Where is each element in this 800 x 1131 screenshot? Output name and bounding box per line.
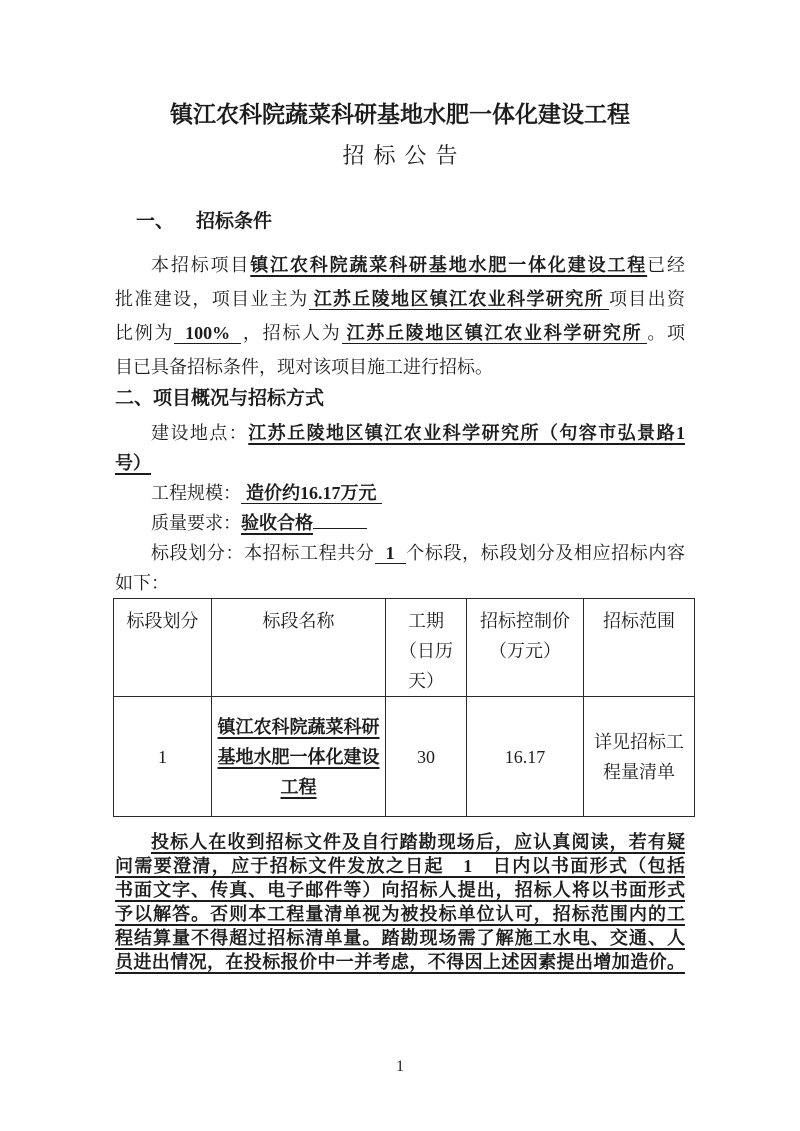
text-line (115, 448, 685, 478)
text-line (115, 926, 685, 950)
text-line: （万元） (489, 641, 561, 661)
text-run: 江苏丘陵地区镇江农业科学研究所 (309, 289, 609, 310)
section-1-number: 一、 (136, 211, 175, 232)
text-run: 目已具备招标条件，现对该项目施工进行招标。 (115, 357, 493, 377)
text-line (115, 568, 685, 598)
text-run: 批准建设，项目业主为 (115, 289, 309, 309)
text-line (115, 248, 685, 282)
table-data-row (114, 697, 695, 817)
cell-duration: 30 (386, 697, 467, 817)
text-run: 。项 (647, 323, 686, 343)
text-line: 招标控制价 (480, 611, 570, 631)
document-subtitle: 招标公告 (342, 143, 467, 168)
cell-control-price: 16.17 (467, 697, 584, 817)
text-run: 标段划分：本招标工程共分 (151, 543, 375, 563)
text-run: 程结算量不得超过招标清单量。踏勘现场需了解施工水电、交通、人 (115, 928, 685, 948)
text-line: 标段名称 (262, 611, 335, 631)
text-line: 天） (408, 671, 444, 691)
section-1-heading (115, 209, 685, 234)
section-1-paragraph (115, 248, 685, 384)
text-line (115, 508, 685, 538)
text-run: 已经 (647, 255, 686, 275)
text-run: 项目出资 (608, 289, 686, 309)
col-header-section-division (114, 599, 212, 697)
text-line: 工期 (408, 611, 444, 631)
text-run: 造价约16.17万元 (241, 483, 382, 504)
cell-section-no: 1 (114, 697, 212, 817)
document-content (115, 0, 685, 974)
text-run: 号） (115, 453, 151, 473)
text-line (115, 350, 685, 384)
text-line (115, 878, 685, 902)
section-name-text: 镇江农科院蔬菜科研基地水肥一体化建设工程 (217, 716, 380, 797)
table-header-row (114, 599, 695, 697)
text-run: 镇江农科院蔬菜科研基地水肥一体化建设工程 (250, 255, 648, 275)
section-2-details (115, 418, 685, 598)
text-line (115, 478, 685, 508)
text-line (115, 538, 685, 568)
text-run: ，招标人为 (241, 323, 342, 343)
col-header-duration (386, 599, 467, 697)
text-run: 工程规模： (151, 483, 241, 503)
text-run: 建设地点： (151, 423, 249, 443)
text-line (115, 902, 685, 926)
text-run: 问需要澄清，应于招标文件发放之日起 1 日内以书面形式（包括 (115, 856, 685, 876)
col-header-section-name (212, 599, 386, 697)
bid-sections-table (113, 598, 695, 817)
text-line: 标段划分 (126, 611, 199, 631)
text-line (115, 830, 685, 854)
section-1-heading-text: 招标条件 (196, 211, 273, 232)
text-run: 个标段，标段划分及相应招标内容 (405, 543, 686, 563)
col-header-control-price (467, 599, 584, 697)
col-header-bid-scope (584, 599, 695, 697)
text-run: 验收合格 (241, 513, 313, 533)
text-run: 员进出情况，在投标报价中一并考虑，不得因上述因素提出增加造价。 (115, 952, 685, 972)
text-run: 100% (174, 323, 241, 344)
cell-section-name (212, 697, 386, 817)
section-2-heading: 二、项目概况与招标方式 (115, 388, 325, 409)
document-title: 镇江农科院蔬菜科研基地水肥一体化建设工程 (170, 102, 630, 127)
text-line (115, 282, 685, 316)
text-line: （日历 (399, 641, 453, 661)
text-run: 如下： (115, 573, 169, 593)
notice-paragraph (115, 830, 685, 974)
cell-bid-scope: 详见招标工程量清单 (584, 697, 695, 817)
text-line (115, 316, 685, 350)
text-run: 予以解答。否则本工程量清单视为被投标单位认可，招标范围内的工 (115, 904, 685, 924)
page-number: 1 (396, 1058, 404, 1075)
text-run: 书面文字、传真、电子邮件等）向招标人提出，招标人将以书面形式 (115, 880, 685, 900)
text-run (313, 510, 367, 529)
text-run: 本招标项目 (151, 255, 251, 275)
text-run: 1 (375, 543, 406, 564)
text-line (115, 854, 685, 878)
text-line (115, 418, 685, 448)
text-run: 质量要求： (151, 513, 241, 533)
text-run: 比例为 (115, 323, 175, 343)
text-line: 招标范围 (603, 611, 675, 631)
text-run: 江苏丘陵地区镇江农业科学研究所 (342, 323, 648, 344)
text-line (115, 950, 685, 974)
text-run: 江苏丘陵地区镇江农业科学研究所（句容市弘景路1 (248, 423, 686, 443)
text-run: 投标人在收到招标文件及自行踏勘现场后，应认真阅读，若有疑 (151, 832, 685, 852)
